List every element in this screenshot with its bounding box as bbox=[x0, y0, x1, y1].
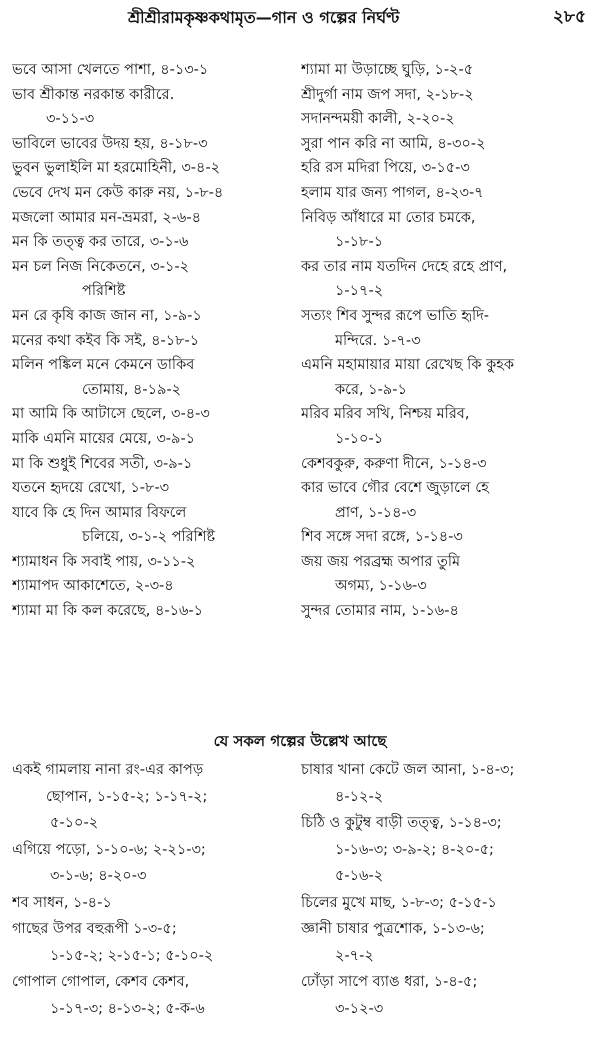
story-index-entry: এগিয়ে পড়ো, ১-১০-৬; ২-২১-৩; bbox=[12, 841, 206, 858]
song-index-entry: মন্দিরে. ১-৭-৩ bbox=[335, 332, 421, 349]
song-index-entry: প্রাণ, ১-১৪-৩ bbox=[335, 504, 417, 521]
story-index-entry: গোপাল গোপাল, কেশব কেশব, bbox=[12, 974, 190, 990]
song-index-entry: পরিশিষ্ট bbox=[82, 283, 126, 300]
song-index-entry: মনের কথা কইব কি সই, ৪-১৮-১ bbox=[12, 332, 200, 349]
story-index-entry: ১-১৭-৩; ৪-১৩-২; ৫-ক-৬ bbox=[50, 1000, 205, 1017]
song-index-entry: ভবে আসা খেলতে পাশা, ৪-১৩-১ bbox=[12, 62, 209, 78]
story-index-entry: ৪-১২-২ bbox=[335, 788, 384, 805]
story-index-entry: চিঠি ও কুটুম্ব বাড়ী তত্ত্ব, ১-১৪-৩; bbox=[301, 815, 502, 831]
songs-index-left-column bbox=[12, 58, 297, 624]
stories-section-heading: যে সকল গল্পের উল্লেখ আছে bbox=[213, 732, 387, 750]
story-index-entry: একই গামলায় নানা রং-এর কাপড় bbox=[12, 762, 204, 778]
song-index-entry: ১-১৭-২ bbox=[335, 283, 384, 300]
song-index-entry: এমনি মহামায়ার মায়া রেখেছ কি কুহক bbox=[301, 357, 514, 374]
song-index-entry: শ্রীদুর্গা নাম জপ সদা, ২-১৮-২ bbox=[301, 86, 474, 103]
story-index-entry: ২-৭-২ bbox=[335, 947, 374, 964]
story-index-entry: ৩-১-৬; ৪-২০-৩ bbox=[50, 868, 147, 884]
stories-index-left-column bbox=[12, 757, 297, 1022]
song-index-entry: ১-১০-১ bbox=[335, 430, 384, 447]
story-index-entry: ১-১৬-৩; ৩-৯-২; ৪-২০-৫; bbox=[335, 841, 494, 858]
story-index-entry: গাছের উপর বহুরূপী ১-৩-৫; bbox=[12, 921, 177, 937]
story-index-entry: ৩-১২-৩ bbox=[335, 1000, 384, 1017]
song-index-entry: নিবিড় আঁধারে মা তোর চমকে, bbox=[301, 209, 476, 226]
story-index-entry: ৫-১০-২ bbox=[50, 815, 99, 831]
song-index-entry: ৩-১১-৩ bbox=[46, 111, 95, 128]
song-index-entry: ভুবন ভুলাইলি মা হরমোহিনী, ৩-৪-২ bbox=[12, 160, 221, 177]
story-index-entry: ১-১৫-২; ২-১৫-১; ৫-১০-২ bbox=[50, 947, 214, 964]
song-index-entry: ভাবিলে ভাবের উদয় হয়, ৪-১৮-৩ bbox=[12, 135, 208, 152]
song-index-entry: সুন্দর তোমার নাম, ১-১৬-৪ bbox=[301, 603, 459, 620]
song-index-entry: মজলো আমার মন-ভ্রমরা, ২-৬-৪ bbox=[12, 209, 201, 226]
song-index-entry: যাবে কি হে দিন আমার বিফলে bbox=[12, 504, 187, 521]
song-index-entry: মাকি এমনি মায়ের মেয়ে, ৩-৯-১ bbox=[12, 430, 196, 447]
story-index-entry: চিলের মুখে মাছ, ১-৮-৩; ৫-১৫-১ bbox=[301, 894, 497, 911]
song-index-entry: মা কি শুধুই শিবের সতী, ৩-৯-১ bbox=[12, 455, 193, 472]
song-index-entry: মলিন পঙ্কিল মনে কেমনে ডাকিব bbox=[12, 357, 195, 374]
story-index-entry: ছোপান, ১-১৫-২; ১-১৭-২; bbox=[46, 788, 208, 805]
songs-index-right-column bbox=[301, 58, 597, 624]
story-index-entry: ৫-১৬-২ bbox=[335, 868, 384, 884]
story-index-entry: জ্ঞানী চাষার পুত্রশোক, ১-১৩-৬; bbox=[301, 921, 485, 937]
story-index-entry: শব সাধন, ১-৪-১ bbox=[12, 894, 112, 911]
song-index-entry: করে, ১-৯-১ bbox=[335, 381, 407, 398]
song-index-entry: অগম্য, ১-১৬-৩ bbox=[335, 578, 427, 595]
song-index-entry: হলাম যার জন্য পাগল, ৪-২৩-৭ bbox=[301, 184, 484, 201]
song-index-entry: হরি রস মদিরা পিয়ে, ৩-১৫-৩ bbox=[301, 160, 470, 177]
song-index-entry: সুরা পান করি না আমি, ৪-৩০-২ bbox=[301, 135, 486, 152]
song-index-entry: শ্যামাপদ আকাশেতে, ২-৩-৪ bbox=[12, 578, 174, 595]
song-index-entry: যতনে হৃদয়ে রেখো, ১-৮-৩ bbox=[12, 480, 170, 497]
song-index-entry: মরিব মরিব সখি, নিশ্চয় মরিব, bbox=[301, 406, 470, 423]
running-title: শ্রীশ্রীরামকৃষ্ণকথামৃত—গান ও গল্পের নির্ঘণ্ট bbox=[128, 8, 400, 27]
song-index-entry: ভাব শ্রীকান্ত নরকান্ত কারীরে. bbox=[12, 86, 175, 103]
stories-index-right-column bbox=[301, 757, 597, 1022]
song-index-entry: জয় জয় পরব্রহ্ম অপার তুমি bbox=[301, 553, 461, 570]
song-index-entry: ১-১৮-১ bbox=[335, 234, 384, 251]
song-index-entry: শিব সঙ্গে সদা রঙ্গে, ১-১৪-৩ bbox=[301, 529, 463, 546]
story-index-entry: চাষার খানা কেটে জল আনা, ১-৪-৩; bbox=[301, 762, 515, 778]
song-index-entry: শ্যামাধন কি সবাই পায়, ৩-১১-২ bbox=[12, 553, 196, 570]
song-index-entry: মা আমি কি আটাসে ছেলে, ৩-৪-৩ bbox=[12, 406, 210, 423]
page-number: ২৮৫ bbox=[552, 7, 586, 27]
page-header bbox=[0, 0, 600, 30]
song-index-entry: তোমায়, ৪-১৯-২ bbox=[82, 381, 182, 398]
song-index-entry: শ্যামা মা উড়াচ্ছে ঘুড়ি, ১-২-৫ bbox=[301, 62, 474, 78]
song-index-entry: সদানন্দময়ী কালী, ২-২০-২ bbox=[301, 111, 455, 128]
song-index-entry: মন কি তত্ত্ব কর তারে, ৩-১-৬ bbox=[12, 234, 189, 251]
song-index-entry: কেশবকুরু, করুণা দীনে, ১-১৪-৩ bbox=[301, 455, 487, 472]
song-index-entry: চলিয়ে, ৩-১-২ পরিশিষ্ট bbox=[82, 529, 216, 546]
song-index-entry: সত্যং শিব সুন্দর রূপে ভাতি হৃদি- bbox=[301, 307, 490, 324]
song-index-entry: মন রে কৃষি কাজ জান না, ১-৯-১ bbox=[12, 307, 202, 324]
song-index-entry: মন চল নিজ নিকেতনে, ৩-১-২ bbox=[12, 258, 190, 275]
song-index-entry: ভেবে দেখ মন কেউ কারু নয়, ১-৮-৪ bbox=[12, 184, 224, 201]
song-index-entry: কর তার নাম যতদিন দেহে রহে প্রাণ, bbox=[301, 258, 508, 275]
story-index-entry: ঢোঁড়া সাপে ব্যাঙ ধরা, ১-৪-৫; bbox=[301, 974, 478, 990]
song-index-entry: কার ভাবে গৌর বেশে জুড়ালে হে bbox=[301, 480, 489, 497]
song-index-entry: শ্যামা মা কি কল করেছে, ৪-১৬-১ bbox=[12, 603, 204, 620]
